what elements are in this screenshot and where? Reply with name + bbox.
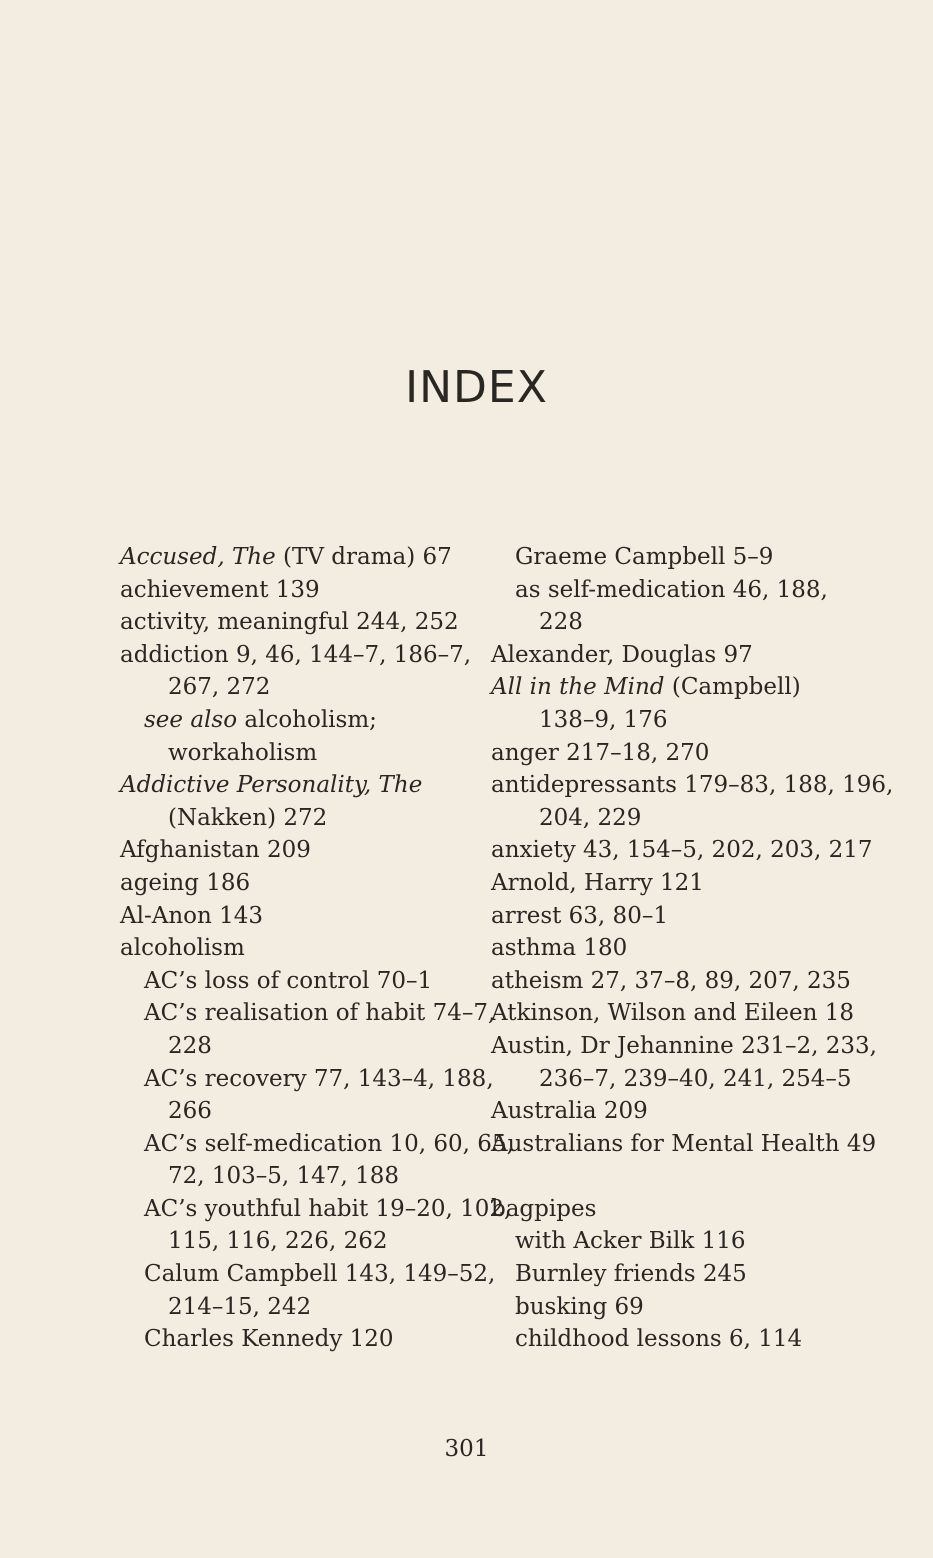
index-entry: Atkinson, Wilson and Eileen 18: [491, 1000, 855, 1027]
entry-text: (Campbell): [664, 674, 801, 701]
index-subentry: Burnley friends 245: [515, 1261, 747, 1288]
index-entry: Australians for Mental Health 49: [491, 1130, 877, 1157]
index-entry-continuation: 236–7, 239–40, 241, 254–5: [539, 1065, 852, 1092]
index-entry-continuation: 228: [539, 609, 583, 636]
index-subentry: AC’s realisation of habit 74–7,: [144, 1000, 496, 1027]
index-entry: [120, 541, 480, 574]
index-subentry: Charles Kennedy 120: [144, 1326, 394, 1353]
index-column-left: [120, 541, 514, 1356]
index-subentry: [120, 704, 480, 737]
index-entry-continuation: 204, 229: [539, 804, 642, 831]
index-entry: [491, 671, 911, 704]
page-number: 301: [444, 1436, 489, 1462]
index-subentry: with Acker Bilk 116: [515, 1228, 746, 1255]
index-entry: achievement 139: [120, 576, 320, 603]
entry-title-italic: All in the Mind: [491, 674, 665, 701]
index-subentry: Calum Campbell 143, 149–52,: [144, 1261, 496, 1288]
page-title: INDEX: [405, 362, 548, 413]
see-also-label: see also: [144, 706, 238, 733]
index-entry: addiction 9, 46, 144–7, 186–7,: [120, 641, 472, 668]
entry-text: (TV drama) 67: [275, 544, 452, 570]
entry-text: alcoholism;: [237, 706, 377, 733]
index-subentry: Graeme Campbell 5–9: [515, 544, 774, 570]
index-entry: Arnold, Harry 121: [491, 869, 704, 896]
index-entry-continuation: 115, 116, 226, 262: [168, 1228, 388, 1255]
index-entry-continuation: 214–15, 242: [168, 1293, 312, 1320]
index-entry: alcoholism: [120, 935, 245, 962]
index-entry: anxiety 43, 154–5, 202, 203, 217: [491, 837, 873, 864]
index-entry: atheism 27, 37–8, 89, 207, 235: [491, 967, 851, 994]
index-entry-continuation: 266: [168, 1098, 212, 1125]
index-entry: ageing 186: [120, 869, 251, 896]
entry-title-italic: Accused, The: [120, 544, 276, 570]
index-subentry: AC’s self-medication 10, 60, 65,: [144, 1130, 514, 1157]
index-subentry: busking 69: [515, 1293, 644, 1320]
section-gap: [491, 1160, 911, 1193]
index-entry: anger 217–18, 270: [491, 739, 710, 766]
index-entry: arrest 63, 80–1: [491, 902, 668, 929]
index-entry: bagpipes: [491, 1195, 597, 1222]
index-entry: antidepressants 179–83, 188, 196,: [491, 772, 894, 799]
index-entry: Austin, Dr Jehannine 231–2, 233,: [491, 1032, 877, 1059]
index-entry-continuation: (Nakken) 272: [168, 804, 328, 831]
index-entry: Afghanistan 209: [120, 837, 311, 864]
index-subentry: childhood lessons 6, 114: [515, 1326, 803, 1353]
index-entry: Addictive Personality, The: [120, 772, 423, 799]
index-subentry: AC’s youthful habit 19–20, 102,: [144, 1195, 512, 1222]
index-entry: Alexander, Douglas 97: [491, 641, 753, 668]
index-entry: asthma 180: [491, 935, 628, 962]
index-subentry: AC’s loss of control 70–1: [144, 967, 433, 994]
index-subentry: AC’s recovery 77, 143–4, 188,: [144, 1065, 494, 1092]
index-entry-continuation: 138–9, 176: [539, 706, 668, 733]
index-entry-continuation: 267, 272: [168, 674, 271, 701]
index-entry-continuation: 72, 103–5, 147, 188: [168, 1163, 399, 1190]
index-column-right: [491, 541, 911, 1356]
index-entry: Al-Anon 143: [120, 902, 264, 929]
index-entry: activity, meaningful 244, 252: [120, 609, 459, 636]
index-subentry: as self-medication 46, 188,: [515, 576, 828, 603]
index-entry-continuation: 228: [168, 1032, 212, 1059]
index-entry-continuation: workaholism: [168, 739, 318, 766]
index-entry: Australia 209: [491, 1098, 648, 1125]
